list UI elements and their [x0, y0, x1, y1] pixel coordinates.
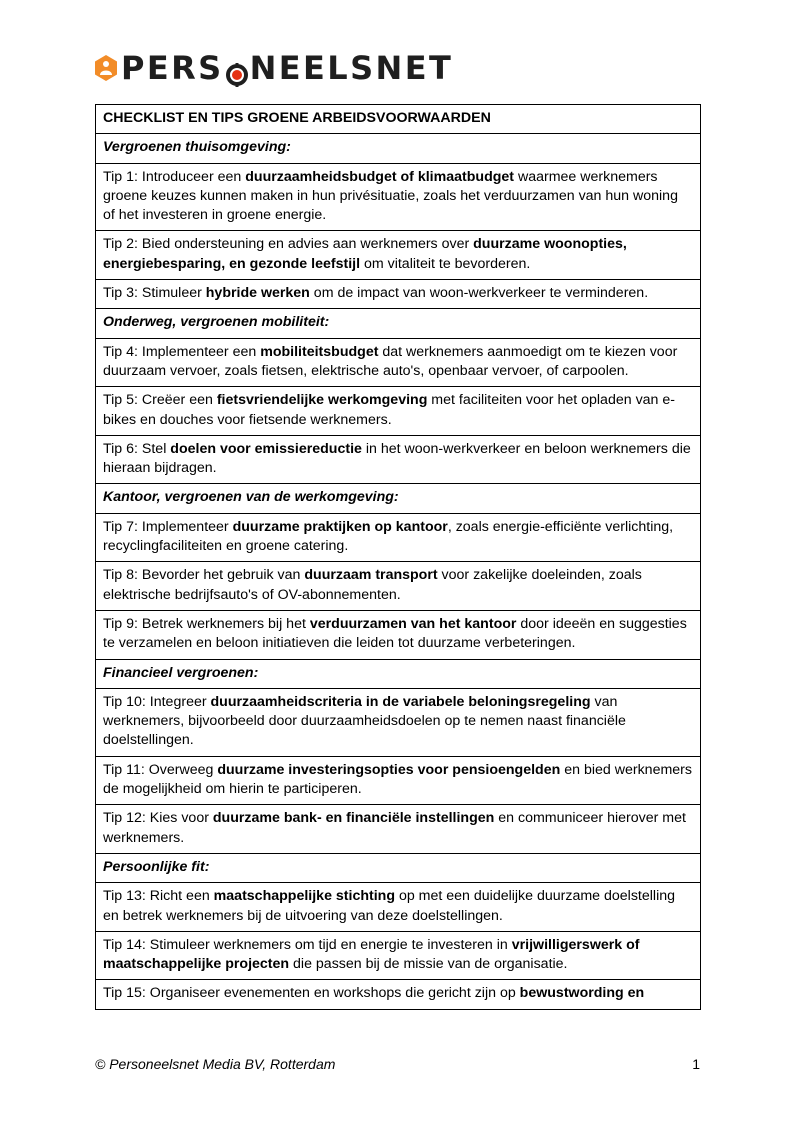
tip-text: Tip 15: Organiseer evenementen en workshops die gericht zijn op [103, 985, 520, 1002]
document-title: CHECKLIST EN TIPS GROENE ARBEIDSVOORWAARDEN [96, 105, 701, 134]
tip-text: Tip 14: Stimuleer werknemers om tijd en energie te investeren in [103, 936, 512, 953]
tip-cell [96, 231, 701, 280]
tip-row [96, 980, 701, 1009]
logo-text-left: PERS [121, 49, 224, 87]
tip-highlight: mobiliteitsbudget [260, 343, 379, 360]
tip-cell [96, 688, 701, 756]
footer-copyright: © Personeelsnet Media BV, Rotterdam [95, 1056, 336, 1072]
tip-cell [96, 280, 701, 309]
tip-text: Tip 7: Implementeer [103, 518, 233, 535]
tip-cell [96, 610, 701, 659]
tip-highlight: bewustwording en [519, 985, 645, 1002]
tip-text-after: op met een duidelijke duurzame doelstelling en betrek werknemers bij de uitvoering van deze doelstellingen. [103, 888, 675, 924]
tip-text-after: van werknemers, bijvoorbeeld door duurzaamheidsdoelen op te nemen naast financiële doelstellingen. [103, 693, 626, 749]
tip-text-after: en bied werknemers de mogelijkheid om hierin te participeren. [103, 761, 692, 798]
tip-row [96, 805, 701, 854]
tip-text: Tip 13: Richt een [103, 888, 214, 905]
tip-text: Tip 5: Creëer een [103, 392, 217, 409]
tip-cell [96, 435, 701, 484]
tip-text: Tip 2: Bied ondersteuning en advies aan werknemers over [103, 236, 474, 253]
tip-text: Tip 6: Stel [103, 440, 171, 457]
tip-text: Tip 9: Betrek werknemers bij het [103, 615, 310, 632]
tip-row [96, 931, 701, 980]
tip-row [96, 280, 701, 309]
section-row [96, 309, 701, 338]
tip-text-after: waarmee werknemers groene keuzes kunnen maken in hun privésituatie, zoals het verduurzamen van hun woning of het investeren in groene energie. [103, 168, 678, 224]
tip-cell [96, 163, 701, 231]
logo-wordmark [121, 48, 453, 88]
tip-cell [96, 387, 701, 436]
tip-row [96, 610, 701, 659]
tip-text: Tip 11: Overweeg [103, 761, 218, 778]
tip-row [96, 387, 701, 436]
page-number: 1 [692, 1056, 700, 1072]
tip-text-after: om de impact van woon-werkverkeer te verminderen. [309, 285, 649, 302]
tip-row [96, 338, 701, 387]
tip-highlight: duurzaam transport [304, 567, 438, 584]
section-row [96, 659, 701, 688]
tip-text-after: die passen bij de missie van de organisatie. [289, 956, 568, 973]
section-heading: Onderweg, vergroenen mobiliteit: [96, 309, 701, 338]
tip-text: Tip 10: Integreer [103, 693, 211, 710]
tip-row [96, 231, 701, 280]
tip-cell [96, 980, 701, 1009]
tip-row [96, 435, 701, 484]
section-row [96, 134, 701, 163]
tip-highlight: duurzaamheidscriteria in de variabele beloningsregeling [210, 693, 591, 710]
tip-text-after: in het woon-werkverkeer en beloon werknemers die hieraan bijdragen. [103, 440, 691, 477]
section-heading: Persoonlijke fit: [96, 853, 701, 882]
tip-text: Tip 3: Stimuleer [103, 285, 206, 302]
tip-row [96, 883, 701, 932]
tip-row [96, 756, 701, 805]
tip-row [96, 163, 701, 231]
tip-highlight: duurzame bank- en financiële instellingen [212, 810, 495, 827]
tip-cell [96, 513, 701, 562]
tip-cell [96, 883, 701, 932]
tip-text-after: dat werknemers aanmoedigt om te kiezen voor duurzaam vervoer, zoals fietsen, elektrische auto's, openbaar vervoer, of carpoolen. [103, 343, 678, 379]
tip-text-after: , zoals energie-efficiënte verlichting, recyclingfaciliteiten en groene catering. [103, 518, 674, 555]
tip-text-after: en communiceer hierover met werknemers. [103, 810, 686, 846]
section-row [96, 853, 701, 882]
tip-text: Tip 4: Implementeer een [103, 343, 261, 360]
tip-highlight: duurzame praktijken op kantoor [232, 518, 448, 535]
logo-target-icon [225, 56, 249, 80]
tip-text: Tip 12: Kies voor [103, 810, 213, 827]
tip-highlight: verduurzamen van het kantoor [309, 615, 517, 632]
tip-cell [96, 338, 701, 387]
logo-hexagon-icon [94, 54, 118, 82]
tip-row [96, 688, 701, 756]
tip-text-after: met faciliteiten voor het opladen van e-bikes en douches voor fietsende werknemers. [103, 392, 675, 428]
tip-highlight: doelen voor emissiereductie [170, 440, 362, 457]
personeelsnet-logo [94, 48, 453, 88]
tip-highlight: duurzame investeringsopties voor pensioengelden [217, 761, 561, 778]
section-heading: Vergroenen thuisomgeving: [96, 134, 701, 163]
tip-highlight: duurzame woonopties, energiebesparing, en gezonde leefstijl [103, 236, 627, 272]
tip-row [96, 562, 701, 611]
tip-highlight: maatschappelijke stichting [213, 888, 396, 905]
checklist-table [95, 104, 701, 1010]
logo-text-right: NEELSNET [249, 49, 454, 87]
section-row [96, 484, 701, 513]
tip-text-after: voor zakelijke doeleinden, zoals elektrische bedrijfsauto's of OV-abonnementen. [103, 567, 642, 603]
section-heading: Kantoor, vergroenen van de werkomgeving: [96, 484, 701, 513]
tip-cell [96, 756, 701, 805]
tip-row [96, 513, 701, 562]
tip-highlight: fietsvriendelijke werkomgeving [216, 392, 428, 409]
section-heading: Financieel vergroenen: [96, 659, 701, 688]
tip-cell [96, 805, 701, 854]
tip-text-after: om vitaliteit te bevorderen. [360, 255, 531, 272]
tip-highlight: hybride werken [205, 285, 310, 302]
title-row [96, 105, 701, 134]
tip-cell [96, 931, 701, 980]
tip-highlight: duurzaamheidsbudget of klimaatbudget [245, 168, 515, 185]
tip-cell [96, 562, 701, 611]
tip-text-after: door ideeën en suggesties te verzamelen en beloon initiatieven die leiden tot duurzame verbeteringen. [103, 615, 687, 652]
tip-text: Tip 8: Bevorder het gebruik van [103, 567, 305, 584]
tip-text: Tip 1: Introduceer een [103, 168, 246, 185]
tip-highlight: vrijwilligerswerk of maatschappelijke projecten [103, 936, 640, 973]
